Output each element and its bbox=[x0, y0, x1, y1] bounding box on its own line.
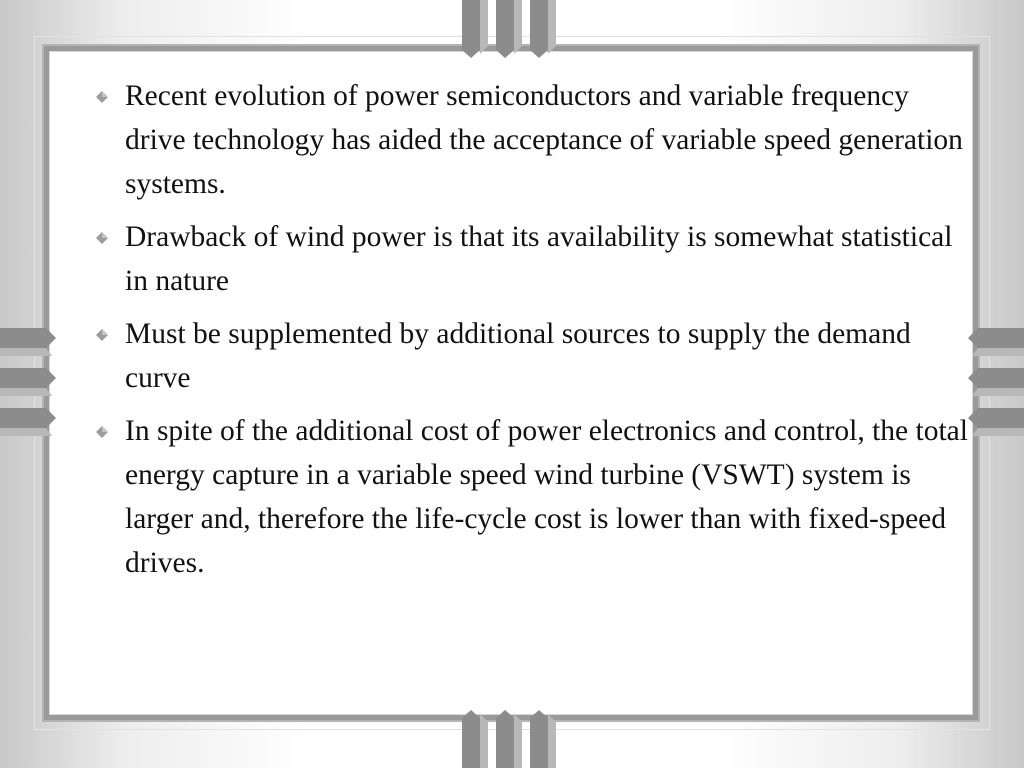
diamond-bullet-icon bbox=[96, 426, 108, 438]
bullet-text: Must be supplemented by additional sources to supply the demand curve bbox=[125, 318, 911, 394]
bullet-item bbox=[92, 215, 972, 303]
bullet-text: In spite of the additional cost of power electronics and control, the total energy capture in a variable speed wind turbine (VSWT) system is larger and, therefore the life-cycle cost is lower than with fixed-speed drives. bbox=[125, 415, 968, 579]
bullet-list bbox=[92, 74, 972, 594]
top-pillar-ornament-icon bbox=[458, 0, 566, 60]
bullet-text: Recent evolution of power semiconductors and variable frequency drive technology has aided the acceptance of variable speed generation systems. bbox=[125, 80, 963, 200]
diamond-bullet-icon bbox=[96, 91, 108, 103]
left-pillar-ornament-icon bbox=[0, 326, 58, 446]
diamond-bullet-icon bbox=[96, 329, 108, 341]
bottom-pillar-ornament-icon bbox=[458, 708, 566, 768]
bullet-item bbox=[92, 74, 972, 206]
diamond-bullet-icon bbox=[96, 232, 108, 244]
bullet-item bbox=[92, 312, 972, 400]
bullet-item bbox=[92, 409, 972, 585]
bullet-text: Drawback of wind power is that its availability is somewhat statistical in nature bbox=[125, 221, 953, 297]
right-pillar-ornament-icon bbox=[966, 326, 1024, 446]
